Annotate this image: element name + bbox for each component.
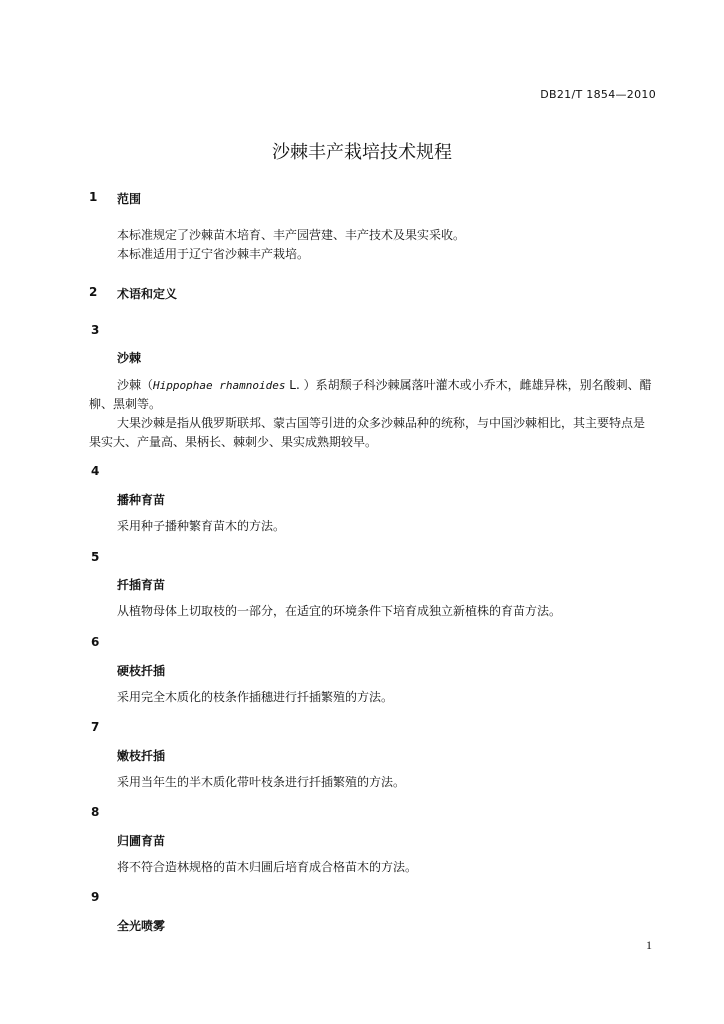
scope-paragraph-2: 本标准适用于辽宁省沙棘丰产栽培。 (117, 247, 310, 261)
term-note: 大果沙棘是指从俄罗斯联邦、蒙古国等引进的众多沙棘品种的统称，与中国沙棘相比，其主要特点是果实大、产量高、果柄长、棘刺少、果实成熟期较早。 (89, 416, 646, 449)
term-definition: 从植物母体上切取枝的一部分，在适宜的环境条件下培育成独立新植株的育苗方法。 (117, 604, 562, 618)
term-number: 9 (91, 890, 100, 904)
term-number: 4 (91, 464, 100, 478)
latin-name: Hippophae rhamnoides (153, 379, 286, 392)
term-definition (89, 376, 655, 414)
section-number: 1 (89, 190, 98, 204)
term-definition: 采用当年生的半木质化带叶枝条进行扦插繁殖的方法。 (117, 775, 406, 789)
term-name: 全光喷雾 (117, 919, 166, 933)
term-definition: 将不符合造林规格的苗木归圃后培育成合格苗木的方法。 (117, 860, 418, 874)
term-name: 归圃育苗 (117, 834, 166, 848)
term-name: 硬枝扦插 (117, 664, 166, 678)
section-title: 范围 (117, 192, 142, 206)
term-number: 7 (91, 720, 100, 734)
term-name: 嫩枝扦插 (117, 749, 166, 763)
section-title: 术语和定义 (117, 287, 178, 301)
term-name: 扦插育苗 (117, 578, 166, 592)
term-number: 6 (91, 635, 100, 649)
standard-code: DB21/T 1854—2010 (540, 88, 656, 101)
term-number: 8 (91, 805, 100, 819)
definition-prefix: 沙棘（ (117, 378, 154, 392)
term-name: 播种育苗 (117, 493, 166, 507)
section-number: 2 (89, 285, 98, 299)
term-name: 沙棘 (117, 351, 142, 365)
scope-paragraph-1: 本标准规定了沙棘苗木培育、丰产园营建、丰产技术及果实采收。 (117, 228, 466, 242)
term-number: 3 (91, 323, 100, 337)
term-number: 5 (91, 550, 100, 564)
definition-suffix: L. ）系胡颓子科沙棘属落叶灌木或小乔木，雌雄异株，别名酸刺、醋柳、黑刺等。 (89, 378, 652, 411)
page-number: 1 (646, 938, 652, 952)
document-title: 沙棘丰产栽培技术规程 (272, 142, 452, 163)
term-definition: 采用种子播种繁育苗木的方法。 (117, 519, 286, 533)
term-definition: 采用完全木质化的枝条作插穗进行扦插繁殖的方法。 (117, 690, 394, 704)
